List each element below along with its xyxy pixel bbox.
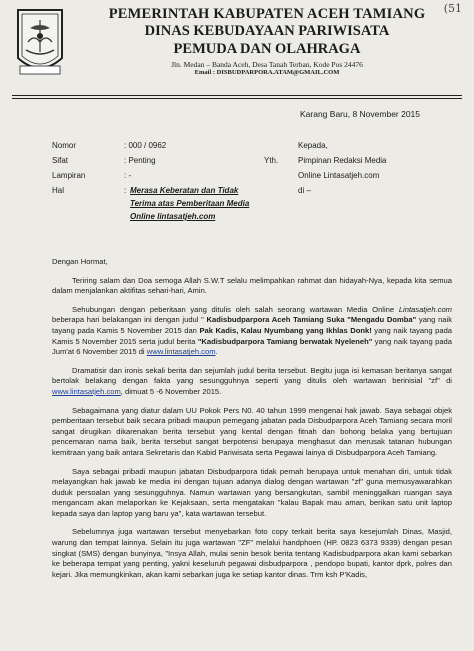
p2-url-link[interactable]: www.lintasatjeh.com bbox=[146, 347, 216, 357]
p3-text-a: Dramatisir dan ironis sekali berita dan sejumlah judul berita tersebut. Begitu juga isi kemasan beritanya sangat bertolak belakang dengan fakta yang sesungguhnya seperti yang ditulis oleh wartawan berinisial "zf" di bbox=[52, 365, 452, 386]
hal-line-2: Terima atas Pemberitaan Media bbox=[130, 199, 250, 208]
meta-nomor bbox=[52, 138, 290, 153]
p2-text-b: beberapa hari belakangan ini dengan judul " bbox=[52, 315, 207, 325]
hal-label: Hal bbox=[52, 186, 65, 195]
recipient-line-1: Pimpinan Redaksi Media bbox=[298, 156, 387, 165]
paragraph-reference bbox=[52, 305, 452, 358]
meta-lampiran bbox=[52, 168, 290, 183]
lampiran-label: Lampiran bbox=[52, 171, 86, 180]
nomor-value: : 000 / 0962 bbox=[124, 141, 167, 150]
p3-text-b: , dimuat 5 -6 November 2015. bbox=[120, 386, 222, 396]
handwritten-mark: (51 bbox=[443, 2, 462, 15]
sifat-label: Sifat bbox=[52, 156, 69, 165]
p2-title-2: Pak Kadis, Kalau Nyumbang yang Ikhlas Donk! bbox=[199, 325, 372, 335]
p2-text-d: yang naik tayang pada Kamis 5 November 2015 serta judul berita bbox=[52, 325, 453, 346]
letterhead-government: PEMERINTAH KABUPATEN ACEH TAMIANG bbox=[108, 6, 426, 22]
hal-colon: : bbox=[124, 186, 127, 195]
p2-text-c: yang naik tayang pada Kamis 5 November 2015 dan bbox=[52, 315, 452, 335]
p2-text-f: . bbox=[215, 347, 218, 357]
letterhead-rule-thin bbox=[12, 98, 462, 99]
p2-text-e: yang naik tayang pada Jum'at 6 November 2015 di bbox=[52, 336, 453, 357]
hal-line-1: Merasa Keberatan dan Tidak bbox=[130, 186, 239, 195]
p3-url-link[interactable]: www.lintasatjeh.com bbox=[52, 386, 121, 396]
p2-title-1: Kadisbudparpora Aceh Tamiang Suka "Mengadu Domba" bbox=[206, 315, 417, 325]
sifat-value: : Penting bbox=[124, 156, 156, 165]
recipient-kepada: Kepada, bbox=[298, 141, 328, 150]
recipient-yth: Yth. bbox=[264, 156, 279, 165]
letterhead-address: Jln. Medan – Banda Aceh, Desa Tanah Terban, Kode Pos 24476 bbox=[171, 60, 363, 69]
paragraph-dramatisir bbox=[52, 366, 452, 398]
regency-emblem-icon bbox=[14, 8, 66, 80]
paragraph-sebelumnya: Sebelumnya juga wartawan tersebut menyebarkan foto copy terkait berita saya kesejumlah Dinas, Masjid, warung dan tempat lainnya. Selain itu juga wartawan "ZF" melalui handphoen (HP. 0823 6373 9339) dengan pesan singkat (SMS) dengan bunyinya, "Insya Allah, mulai senin besok berita tentang Kadisbudparpora akan kami sebarkan ke beberapa tempat yang penting, yakni keseluruh pegawai disbudparpora , pendopo bupati, kantor dprk, polres dan kejari. Jika memungkinkan, akan kami sebarkan juga ke setiap kantor dinas. Trm ksh P'Kadis, bbox=[52, 527, 452, 579]
letterhead-rule-thick bbox=[12, 95, 462, 96]
recipient-line-3: di – bbox=[298, 186, 311, 195]
nomor-label: Nomor bbox=[52, 141, 77, 150]
hal-line-3: Online lintasatjeh.com bbox=[130, 212, 216, 221]
greeting: Dengan Hormat, bbox=[52, 257, 108, 266]
paragraph-uu-pers: Sebagaimana yang diatur dalam UU Pokok Pers N0. 40 tahun 1999 mengenai hak jawab. Saya sebagai objek pemberitaan tersebut baik secara pribadi maupun pemegang jabatan pada Disbudparpora Aceh Tamiang secara moril sangat dirugikan dikarenakan berita tersebut yang kental dengan fitnah dan bohong belaka yang bertujuan pencemaran nama baik, berita tersebut sangat berpotensi berupaya menghasut dan merusak tatanan hubungan kemitraan yang baik antara Sekretaris dan Kabid Pariwisata serta Pegawai lainya di Disbudparpora Aceh Tamiang. bbox=[52, 405, 452, 457]
paragraph-jabatan: Saya sebagai pribadi maupun jabatan Disbudparpora tidak pernah berupaya untuk menahan diri, untuk tidak melayangkan hak jawab ke media ini dengan tujuan adanya dialog dengan wartawan "zf" guna memusyawarahkan duduk persoalan yang sesungguhnya. Namun wartawan yang bersangkutan, sambil meninggalkan ruangan saya mengancam akan melaporkan ke Kejaksaan, serta mengatakan "kalau Bapak mau aman, berikan satu unit laptop kepada saya dan laptop yang baru ya", kata wartawan tersebut. bbox=[52, 466, 452, 518]
letterhead bbox=[64, 6, 470, 77]
meta-sifat bbox=[52, 153, 290, 168]
letterhead-email: Email : DISBUDPARPORA.ATAM@GMAIL.COM bbox=[194, 69, 340, 76]
letter-meta bbox=[52, 138, 290, 223]
hal-subject bbox=[130, 183, 290, 223]
letter-body bbox=[52, 257, 452, 588]
p2-text-a: Sehubungan dengan peberitaan yang ditulis oleh salah seorang wartawan Media Online bbox=[72, 304, 399, 314]
lampiran-value: : - bbox=[124, 171, 132, 180]
recipient-line-2: Online Lintasatjeh.com bbox=[298, 171, 380, 180]
letter-date: Karang Baru, 8 November 2015 bbox=[300, 109, 421, 119]
letterhead-office: DINAS KEBUDAYAAN PARIWISATA bbox=[144, 23, 390, 39]
letterhead-office-sub: PEMUDA DAN OLAHRAGA bbox=[173, 41, 361, 57]
p2-title-3: "Kadisbudparpora Tamiang berwatak Nyeleneh" bbox=[197, 336, 373, 346]
recipient-block bbox=[264, 138, 387, 198]
meta-hal bbox=[52, 183, 290, 223]
paragraph-opening: Teriring salam dan Doa semoga Allah S.W.T selalu melimpahkan rahmat dan hidayah-Nya, kepada kita semua dalam menjalankan aktifitas sehari-hari, Amin. bbox=[52, 275, 452, 296]
p2-site: Lintasatjeh.com bbox=[398, 304, 452, 314]
